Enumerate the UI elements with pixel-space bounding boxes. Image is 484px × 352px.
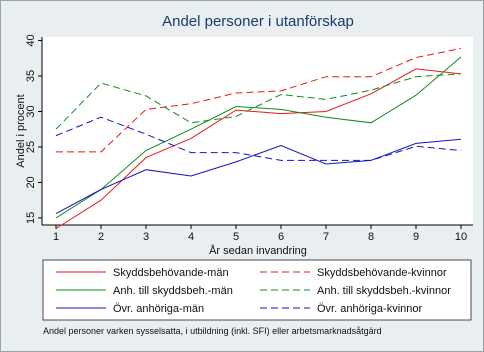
y-tick-label: 15 — [25, 211, 37, 225]
y-tick-label: 40 — [25, 34, 37, 47]
y-tick-label: 20 — [25, 176, 37, 189]
y-tick-label: 35 — [25, 69, 37, 83]
x-tick-label: 9 — [412, 231, 420, 243]
legend-label: Övr. anhöriga-kvinnor — [317, 303, 423, 315]
x-tick-label: 1 — [52, 231, 60, 243]
x-tick-label: 2 — [97, 231, 105, 243]
y-axis-label: Andel i procent — [15, 94, 27, 168]
x-tick-label: 3 — [142, 231, 150, 243]
legend-label: Skyddsbehövande-kvinnor — [317, 267, 447, 279]
legend-label: Skyddsbehövande-män — [113, 267, 229, 279]
legend-label: Övr. anhöriga-män — [113, 303, 205, 315]
legend-label: Anh. till skyddsbeh.-män — [113, 285, 233, 297]
x-tick-label: 8 — [367, 231, 375, 243]
x-tick-label: 10 — [454, 231, 468, 243]
y-tick-label: 25 — [25, 140, 37, 154]
x-tick-label: 5 — [232, 231, 240, 243]
x-axis-label: År sedan invandring — [209, 245, 307, 257]
legend-label: Anh. till skyddsbeh.-kvinnor — [317, 285, 451, 297]
x-tick-label: 4 — [187, 231, 195, 243]
chart-note: Andel personer varken sysselsatta, i utbildning (inkl. SFI) eller arbetsmarknadsåtgärd — [43, 326, 382, 336]
plot-area — [42, 37, 473, 225]
y-tick-label: 30 — [25, 105, 37, 118]
x-tick-label: 7 — [322, 231, 330, 243]
chart-title: Andel personer i utanförskap — [162, 13, 354, 30]
x-tick-label: 6 — [277, 231, 285, 243]
